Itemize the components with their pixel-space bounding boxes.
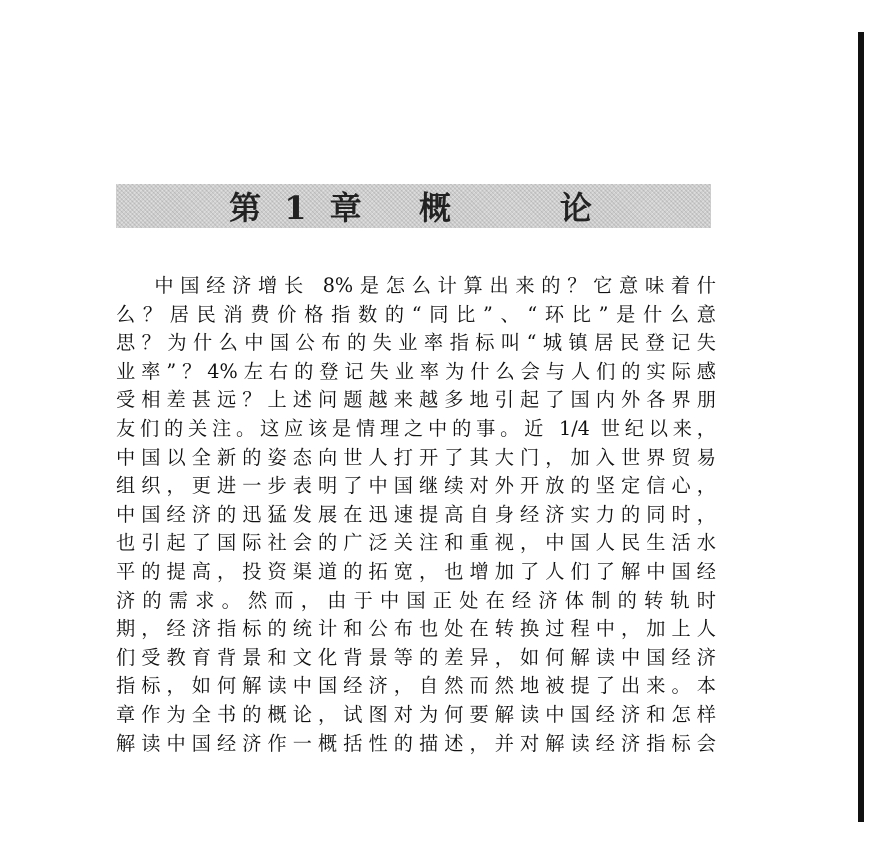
paragraph-line: 们受教育背景和文化背景等的差异，如何解读中国经济 bbox=[116, 645, 716, 669]
chapter-title-band bbox=[116, 184, 711, 228]
paragraph-line: 业率”？4%左右的登记失业率为什么会与人们的实际感 bbox=[116, 359, 716, 383]
paragraph-line: 中国以全新的姿态向世人打开了其大门，加入世界贸易 bbox=[116, 445, 716, 469]
paragraph-line: 么？居民消费价格指数的“同比”、“环比”是什么意 bbox=[116, 302, 716, 326]
paragraph-line: 章作为全书的概论，试图对为何要解读中国经济和怎样 bbox=[116, 702, 716, 726]
paragraph-line: 中国经济增长 8%是怎么计算出来的？它意味着什 bbox=[154, 274, 716, 297]
page-edge-border bbox=[858, 32, 864, 822]
paragraph-line: 解读中国经济作一概括性的描述，并对解读经济指标会 bbox=[116, 731, 716, 755]
paragraph-line: 中国经济的迅猛发展在迅速提高自身经济实力的同时， bbox=[116, 502, 716, 526]
paragraph-line: 友们的关注。这应该是情理之中的事。近 1/4 世纪以来， bbox=[116, 416, 716, 440]
chapter-title: 第 1 章 概 论 bbox=[229, 189, 598, 227]
paragraph-line: 受相差甚远？上述问题越来越多地引起了国内外各界朋 bbox=[116, 388, 716, 412]
paragraph-line: 也引起了国际社会的广泛关注和重视，中国人民生活水 bbox=[116, 531, 716, 555]
paragraph-line: 期，经济指标的统计和公布也处在转换过程中，加上人 bbox=[116, 617, 716, 641]
paragraph-line: 指标，如何解读中国经济，自然而然地被提了出来。本 bbox=[116, 674, 716, 698]
paragraph-line: 组织，更进一步表明了中国继续对外开放的坚定信心， bbox=[116, 474, 716, 498]
chapter-body bbox=[116, 272, 716, 758]
paragraph-line: 济的需求。然而，由于中国正处在经济体制的转轨时 bbox=[116, 588, 716, 612]
paragraph-line: 思？为什么中国公布的失业率指标叫“城镇居民登记失 bbox=[116, 331, 716, 355]
paragraph-line: 平的提高，投资渠道的拓宽，也增加了人们了解中国经 bbox=[116, 559, 716, 583]
